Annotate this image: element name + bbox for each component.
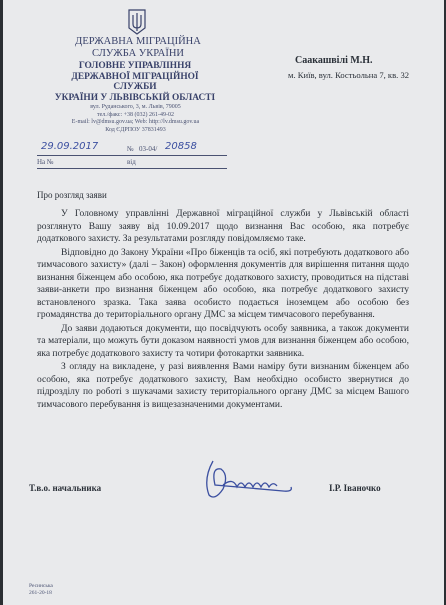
- executor-name: Ресинська: [29, 583, 53, 589]
- signatory-name: І.Р. Іваночко: [329, 483, 381, 493]
- address-line-1: вул. Руданського, 3, м. Львів, 79005: [90, 104, 181, 110]
- body-paragraph-4: З огляду на викладене, у разі виявлення Вами наміру бути визнаним біженцем або особою, яка потребує додаткового захисту, Вам необхідно особисто звернутися до підрозділу по роботі з шукачами захисту територіального органу ДМС за місцем Вашого тимчасового перебування із вищезазначеними документами.: [37, 362, 409, 410]
- address-line-2: тел./факс: +38 (032) 261-49-02: [97, 111, 174, 118]
- reference-prefix: На №: [37, 158, 54, 166]
- address-line-4: Код ЄДРПОУ 37831493: [105, 126, 166, 133]
- recipient-address: м. Київ, вул. Костьольна 7, кв. 32: [288, 70, 410, 80]
- address-line-3: E-mail: lv@dmsu.gov.ua; Web: http://lv.dmsu.gov.ua: [71, 119, 200, 126]
- reference-row: [37, 156, 227, 169]
- org-line-3: ГОЛОВНЕ УПРАВЛІННЯ: [78, 61, 192, 71]
- body-paragraph-2: Відповідно до Закону України «Про біженців та осіб, які потребують додаткового або тимчасового захисту» (далі – Закон) оформлення документів для вирішення питання щодо визнання біженцем або особою, яка потребує додаткового захисту, проводиться на підставі заяви-анкети про визнання біженцем або особою, яка потребує додаткового захисту встановленого зразка. Така заява особисто подається іноземцем або особою без громадянства до територіального органу ДМС за місцем тимчасового перебування.: [37, 247, 409, 320]
- number-prefix: №: [127, 145, 134, 153]
- letter-body: [37, 208, 409, 412]
- body-paragraph-3: До заяви додаються документи, що посвідчують особу заявника, а також документи та матеріали, що можуть бути доказом наявності умов для визнання біженцем або особою, яка потребує додаткового захисту та чотири фотокартки заявника.: [37, 323, 409, 359]
- executor-footer: [29, 583, 53, 597]
- department-name: [53, 61, 217, 103]
- handwritten-signature: [193, 455, 303, 503]
- trident-emblem-icon: [127, 8, 147, 36]
- registration-row: [37, 143, 227, 156]
- sender-address: [58, 104, 213, 134]
- org-line-1: ДЕРЖАВНА МІГРАЦІЙНА: [75, 36, 201, 47]
- registration-date: 29.09.2017: [41, 141, 99, 152]
- org-line-2: СЛУЖБА УКРАЇНИ: [92, 48, 184, 59]
- org-line-4: ДЕРЖАВНОЇ МІГРАЦІЙНОЇ СЛУЖБИ: [71, 71, 199, 93]
- body-paragraph-1: У Головному управлінні Державної міграційної служби у Львівській області розглянуто Вашу заяву від 10.09.2017 щодо визнання Вас особою, яка потребує додаткового захисту. За результатами розгляду повідомляємо таке.: [37, 209, 409, 244]
- reference-from: від: [127, 158, 136, 166]
- registration-number: 03-04/: [139, 145, 158, 153]
- ministry-name: [63, 36, 213, 60]
- recipient-name: Саакашвілі М.Н.: [295, 55, 373, 66]
- signatory-role: Т.в.о. начальника: [29, 483, 102, 493]
- executor-phone: 261-20-18: [29, 590, 52, 596]
- letter-page: [3, 0, 444, 605]
- letter-subject: Про розгляд заяви: [37, 190, 107, 200]
- registration-number-handwritten: 20858: [165, 141, 197, 152]
- org-line-5: УКРАЇНИ У ЛЬВІВСЬКІЙ ОБЛАСТІ: [54, 92, 216, 103]
